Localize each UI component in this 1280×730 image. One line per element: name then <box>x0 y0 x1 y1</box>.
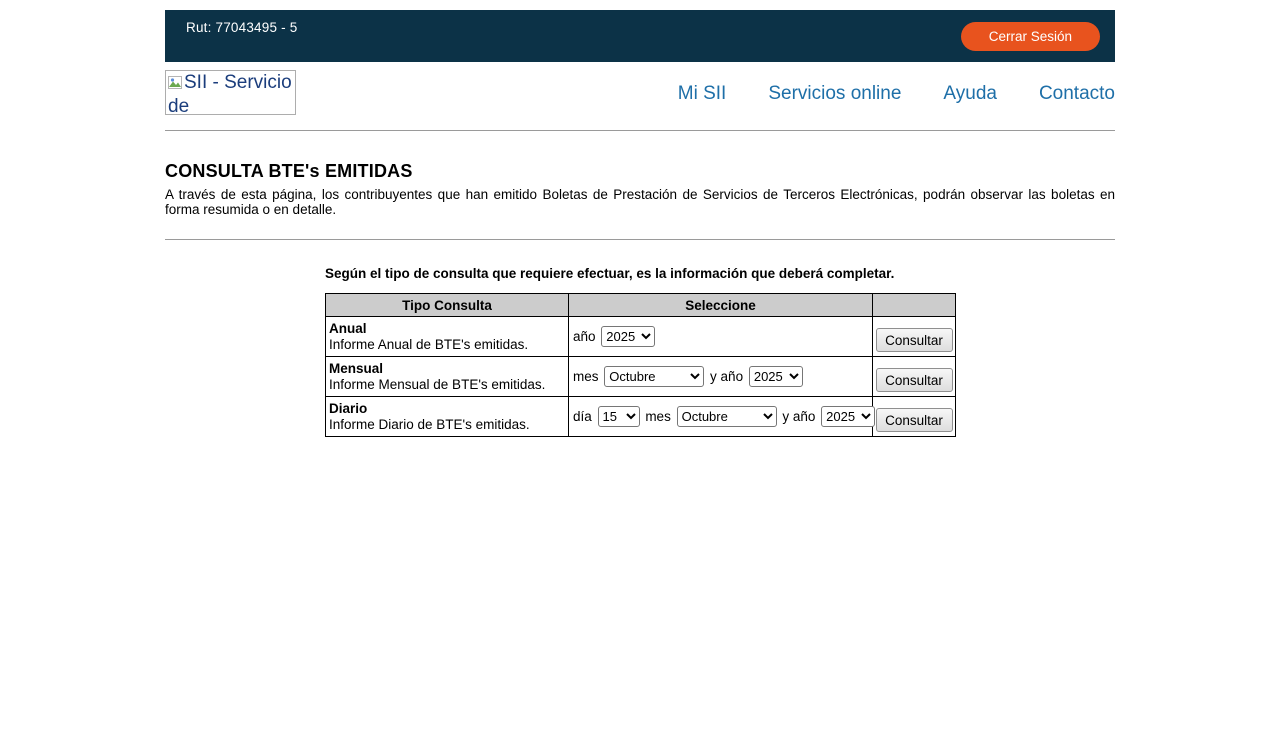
mensual-consultar-button[interactable]: Consultar <box>876 368 953 392</box>
instruction-text: Según el tipo de consulta que requiere efectuar, es la información que deberá completar. <box>325 266 895 281</box>
content-divider <box>165 239 1115 240</box>
anual-year-label: año <box>573 329 596 344</box>
row-mensual-description: Informe Mensual de BTE's emitidas. <box>329 376 546 392</box>
anual-year-select[interactable] <box>601 326 655 347</box>
row-anual-description: Informe Anual de BTE's emitidas. <box>329 336 529 352</box>
header-empty <box>873 294 956 317</box>
consulta-section <box>325 266 955 437</box>
nav-servicios-online[interactable]: Servicios online <box>768 83 902 104</box>
mensual-year-label: y año <box>710 369 744 384</box>
header-divider <box>165 130 1115 131</box>
nav-ayuda[interactable]: Ayuda <box>943 83 997 104</box>
site-header <box>165 70 1115 118</box>
diario-month-label: mes <box>645 409 671 424</box>
mensual-month-select[interactable] <box>604 366 704 387</box>
main-nav <box>678 70 1115 105</box>
diario-day-label: día <box>573 409 592 424</box>
broken-image-icon <box>168 74 183 96</box>
logout-button[interactable]: Cerrar Sesión <box>961 22 1100 51</box>
diario-year-label: y año <box>782 409 816 424</box>
header-seleccione: Seleccione <box>569 294 873 317</box>
logo-alt-text: SII - Servicio de <box>168 72 292 115</box>
page-description: A través de esta página, los contribuyentes que han emitido Boletas de Prestación de Servicios de Terceros Electrónicas, podrán observar las boletas en forma resumida o en detalle. <box>165 187 1115 217</box>
row-diario-title: Diario <box>329 401 368 416</box>
diario-year-select[interactable] <box>821 406 875 427</box>
row-mensual-title: Mensual <box>329 361 384 376</box>
table-row-mensual <box>326 357 956 397</box>
diario-month-select[interactable] <box>677 406 777 427</box>
consulta-table <box>325 293 956 437</box>
diario-consultar-button[interactable]: Consultar <box>876 408 953 432</box>
page-container <box>165 10 1115 437</box>
table-row-diario <box>326 397 956 437</box>
table-row-anual <box>326 317 956 357</box>
anual-consultar-button[interactable]: Consultar <box>876 328 953 352</box>
table-header-row <box>326 294 956 317</box>
diario-day-select[interactable] <box>598 406 640 427</box>
rut-label: Rut: 77043495 - 5 <box>186 20 298 35</box>
nav-mi-sii[interactable]: Mi SII <box>677 83 727 104</box>
mensual-year-select[interactable] <box>749 366 803 387</box>
row-diario-description: Informe Diario de BTE's emitidas. <box>329 416 530 432</box>
page-title: CONSULTA BTE's EMITIDAS <box>165 161 413 181</box>
sii-logo-link[interactable] <box>165 70 296 115</box>
nav-contacto[interactable]: Contacto <box>1038 83 1115 104</box>
session-bar <box>165 10 1115 62</box>
row-anual-title: Anual <box>329 321 367 336</box>
mensual-month-label: mes <box>573 369 599 384</box>
header-tipo-consulta: Tipo Consulta <box>326 294 569 317</box>
